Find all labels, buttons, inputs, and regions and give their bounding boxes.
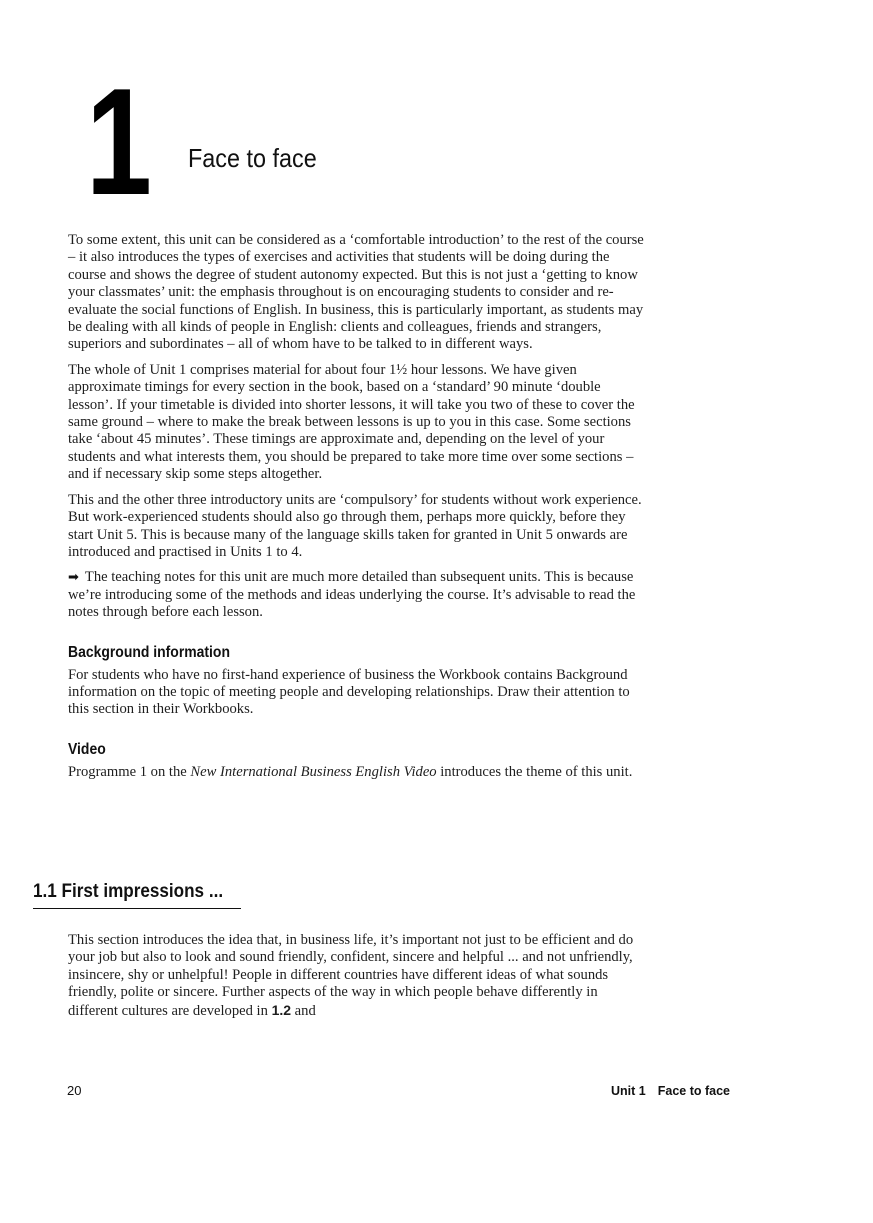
section-reference: 1.2: [271, 1001, 292, 1018]
section-text: [68, 932, 650, 1020]
intro-paragraph-2: The whole of Unit 1 comprises material for about four 1½ hour lessons. We have given approximate timings for every section in the book, based on a ‘standard’ 90 minute ‘double lesson’. If your timetable is divided into shorter lessons, it will take you two of these to cover the same ground – where to make the break between lessons is up to you in this case. Some sections take ‘about 45 minutes’. These timings are approximate and, depending on the level of your students and what interests them, you should be prepared to take more time over some sections – and if necessary skip some steps altogether.: [68, 361, 635, 483]
section-heading-text: 1.1 First impressions ...: [33, 881, 224, 902]
video-text-start: Programme 1 on the: [68, 763, 191, 780]
section-body: [68, 932, 650, 1028]
section-heading: [33, 880, 241, 909]
background-text: For students who have no first-hand experience of business the Workbook contains Background information on the topic of meeting people and developing relationships. Draw their attention to this section in their Workbooks.: [68, 666, 630, 718]
footer-unit-label: Unit 1: [611, 1084, 646, 1098]
unit-title: Face to face: [188, 143, 317, 173]
video-text-end: introduces the theme of this unit.: [436, 763, 633, 780]
footer-unit-name: Face to face: [657, 1084, 730, 1098]
running-footer: [611, 1083, 730, 1099]
video-title: New International Business English Video: [190, 763, 437, 780]
intro-paragraph-4: [68, 569, 648, 621]
intro-paragraph-1: To some extent, this unit can be considered as a ‘comfortable introduction’ to the rest of the course – it also introduces the types of exercises and activities that students will be doing during the course and shows the degree of student autonomy expected. But this is not just a ‘getting to know your classmates’ unit: the emphasis throughout is on encouraging students to consider and re-evaluate the social functions of English. In business, this is particularly important, as students may be dealing with all kinds of people in English: clients and colleagues, friends and strangers, superiors and subordinates – all of whom have to be talked to in different ways.: [68, 232, 644, 353]
section-text-tail: and: [291, 1002, 316, 1019]
intro-body: [68, 232, 648, 789]
intro-paragraph-3: This and the other three introductory units are ‘compulsory’ for students without work experience. But work-experienced students should also go through them, perhaps more quickly, before they start Unit 5. This is because many of the language skills taken for granted in Unit 5 onwards are introduced and practised in Units 1 to 4.: [68, 491, 642, 560]
intro-paragraph-4-text: The teaching notes for this unit are much more detailed than subsequent units. This is because we’re introducing some of the methods and ideas underlying the course. It’s advisable to read the notes through before each lesson.: [68, 569, 636, 621]
video-text: [68, 764, 648, 781]
background-heading: Background information: [68, 643, 230, 661]
page-number: 20: [67, 1083, 82, 1098]
section-text-main: This section introduces the idea that, in business life, it’s important not just to be efficient and do your job but also to look and sound friendly, confident, sincere and helpful ... and not unfriendly, insincere, shy or unhelpful! People in different countries have different ideas of what sounds friendly, polite or sincere. Further aspects of the way in which people behave differently in different cultures are developed in: [68, 932, 634, 1019]
unit-number: 1: [86, 57, 149, 227]
video-heading: Video: [68, 740, 106, 758]
arrow-right-icon: ➡: [68, 570, 79, 586]
